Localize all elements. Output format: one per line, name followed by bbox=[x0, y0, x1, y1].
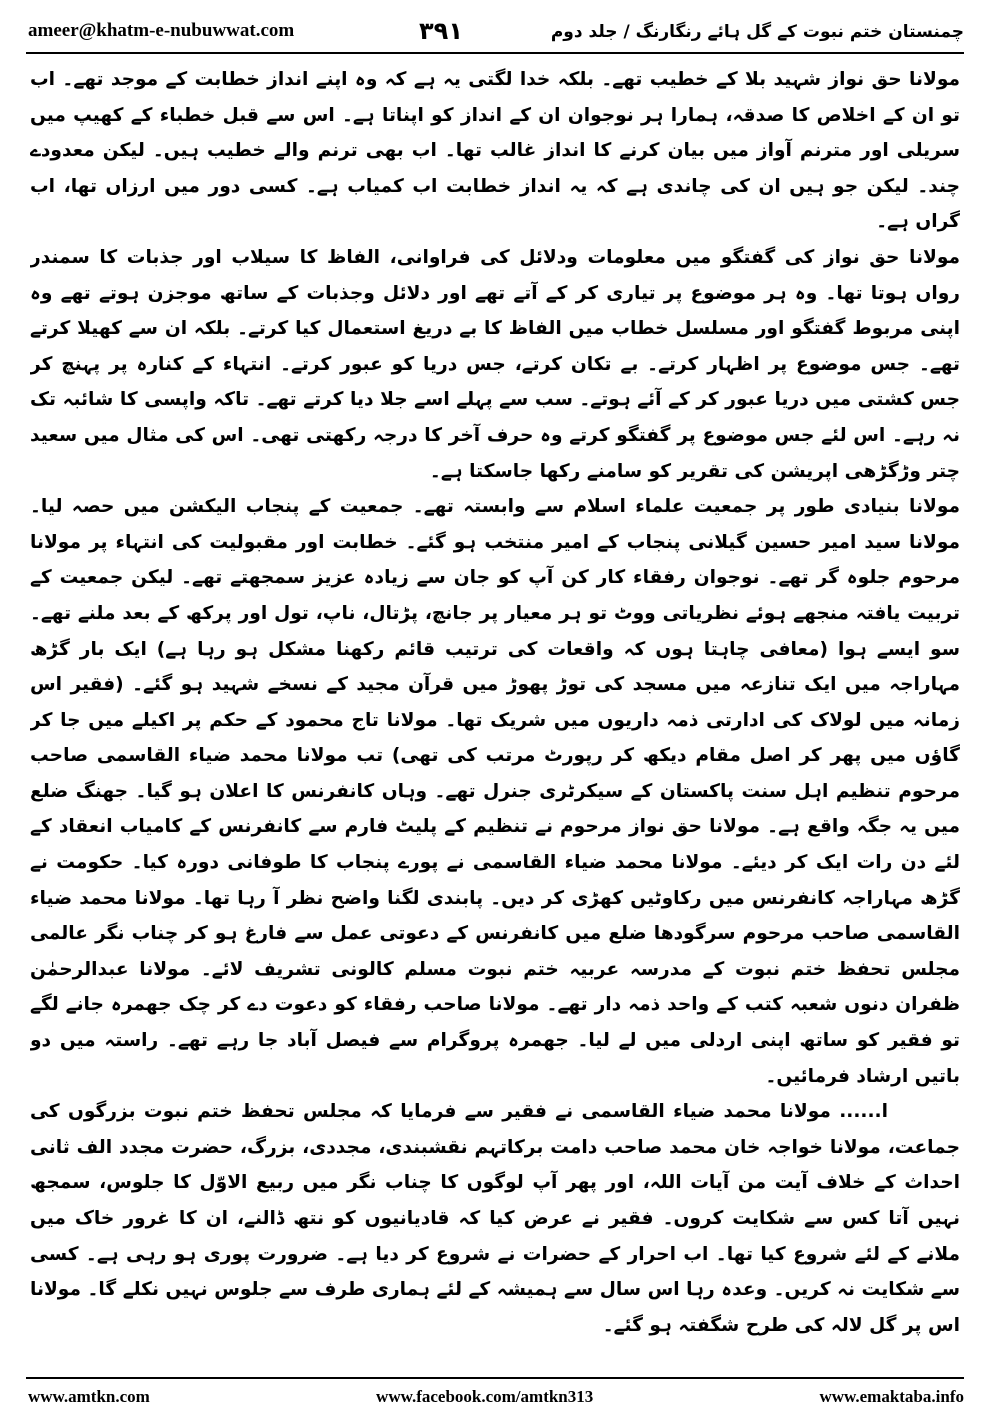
paragraph: مولانا حق نواز کی گفتگو میں معلومات ودلائل کی فراوانی، الفاظ کا سیلاب اور جذبات کا سمندر رواں ہوتا تھا۔ وہ ہر موضوع پر تیاری کر کے آتے تھے اور دلائل وجذبات کے ساتھ موجزن ہوتے تھے وہ اپنی مربوط گفتگو اور مسلسل خطاب میں الفاظ کا بے دریغ استعمال کیا کرتے۔ بلکہ ان سے کھیلا کرتے تھے۔ جس موضوع پر اظہار کرتے۔ بے تکان کرتے، جس دریا کو عبور کرتے۔ انتہاء کے کنارہ پر پہنچ کر جس کشتی میں دریا عبور کر کے آئے ہوتے۔ سب سے پہلے اسے جلا دیا کرتے تھے۔ تاکہ واپسی کا شائبہ تک نہ رہے۔ اس لئے جس موضوع پر گفتگو کرتے وہ حرف آخر کا درجہ رکھتی تھی۔ اس کی مثال میں سعید چتر وڑگڑھی اپریشن کی تقریر کو سامنے رکھا جاسکتا ہے۔ bbox=[30, 246, 960, 482]
page-body bbox=[30, 62, 960, 1370]
paragraph: مولانا بنیادی طور پر جمعیت علماء اسلام سے وابستہ تھے۔ جمعیت کے پنجاب الیکشن میں حصہ لیا۔ مولانا سید امیر حسین گیلانی پنجاب کے امیر منتخب ہو گئے۔ خطابت اور مقبولیت کی انتہاء پر مولانا مرحوم جلوہ گر تھے۔ نوجوان رفقاء کار کن آپ کو جان سے زیادہ عزیز سمجھتے تھے۔ لیکن جمعیت کے تربیت یافتہ منجھے ہوئے نظریاتی ووٹ تو ہر معیار پر جانچ، پڑتال، ناپ، تول اور پرکھ کے بعد ملنے تھے۔ سو ایسے ہوا (معافی چاہتا ہوں کہ واقعات کی ترتیب قائم رکھنا مشکل ہو رہا ہے) ایک بار گڑھ مہاراجہ میں ایک تنازعہ میں مسجد کی توڑ پھوڑ میں قرآن مجید کے نسخے شہید ہو گئے۔ (فقیر اس زمانہ میں لولاک کی ادارتی ذمہ داریوں میں شریک تھا۔ مولانا تاج محمود کے حکم پر اکیلے میں جا کر گاؤں میں پھر کر اصل مقام دیکھ کر رپورٹ مرتب کی تھی) تب مولانا محمد ضیاء القاسمی صاحب مرحوم تنظیم اہل سنت پاکستان کے سیکرٹری جنرل تھے۔ وہاں کانفرنس کا اعلان ہو گیا۔ جھنگ ضلع میں یہ جگہ واقع ہے۔ مولانا حق نواز مرحوم نے تنظیم کے پلیٹ فارم سے کانفرنس کے کامیاب انعقاد کے لئے دن رات ایک کر دیئے۔ مولانا محمد ضیاء القاسمی نے پورے پنجاب کا طوفانی دورہ کیا۔ حکومت نے گڑھ مہاراجہ کانفرنس میں رکاوٹیں کھڑی کر دیں۔ پابندی لگنا واضح نظر آ رہا تھا۔ مولانا محمد ضیاء القاسمی صاحب مرحوم سرگودھا ضلع میں کانفرنس کے دعوتی عمل سے فارغ ہو کر چناب نگر عالمی مجلس تحفظ ختم نبوت کے مدرسہ عربیہ ختم نبوت مسلم کالونی تشریف لائے۔ مولانا عبدالرحمٰن ظفران دنوں شعبہ کتب کے واحد ذمہ دار تھے۔ مولانا صاحب رفقاء کو دعوت دے کر چک جھمرہ جانے لگے تو فقیر کو ساتھ اپنی اردلی میں لے لیا۔ جھمرہ پروگرام سے فیصل آباد جا رہے تھے۔ راستہ میں دو باتیں ارشاد فرمائیں۔ bbox=[30, 496, 960, 1087]
book-title: چمنستان ختم نبوت کے گل ہائے رنگارنگ / جلد دوم bbox=[550, 21, 964, 42]
header-email[interactable]: ameer@khatm-e-nubuwwat.com bbox=[28, 20, 295, 41]
footer-divider bbox=[26, 1377, 964, 1379]
footer-link-emaktaba[interactable]: www.emaktaba.info bbox=[819, 1387, 964, 1406]
footer-link-facebook[interactable]: www.facebook.com/amtkn313 bbox=[376, 1387, 594, 1406]
header-divider bbox=[26, 52, 964, 54]
page-header bbox=[28, 14, 964, 48]
page-footer bbox=[28, 1384, 964, 1410]
page-number: ۳۹۱ bbox=[419, 17, 463, 45]
footer-link-website[interactable]: www.amtkn.com bbox=[28, 1387, 150, 1406]
paragraph: مولانا حق نواز شہید بلا کے خطیب تھے۔ بلکہ خدا لگتی یہ ہے کہ وہ اپنے انداز خطابت کے موجد تھے۔ اب تو ان کے اخلاص کا صدقہ، ہمارا ہر نوجوان ان کے انداز کو اپناتا ہے۔ اس سے قبل خطباء کے کھیپ میں سریلی اور مترنم آواز میں بیان کرنے کا انداز غالب تھا۔ اب بھی ترنم والے خطیب ہیں۔ لیکن معدودے چند۔ لیکن جو ہیں ان کی چاندی ہے کہ یہ انداز خطابت اب کمیاب ہے۔ کسی دور میں ارزاں تھا، اب گراں ہے۔ bbox=[30, 69, 960, 233]
paragraph: ا...... مولانا محمد ضیاء القاسمی نے فقیر سے فرمایا کہ مجلس تحفظ ختم نبوت بزرگوں کی جماعت، مولانا خواجہ خان محمد صاحب دامت برکاتہم نقشبندی، مجددی، بزرگ، حضرت مجدد الف ثانی احداث کے خلاف آیت من آیات اللہ، اور پھر آپ لوگوں کا چناب نگر میں ربیع الاوّل کا جلوس، سمجھ نہیں آتا کس سے شکایت کروں۔ فقیر نے عرض کیا کہ قادیانیوں کو نتھ ڈالنے، ان کا غرور خاک میں ملانے کے لئے شروع کیا تھا۔ اب احرار کے حضرات نے شروع کر دیا ہے۔ ضرورت پوری ہو رہی ہے۔ کسی سے شکایت نہ کریں۔ وعدہ رہا اس سال سے ہمیشہ کے لئے ہماری طرف سے جلوس نہیں نکلے گا۔ مولانا اس پر گل لالہ کی طرح شگفتہ ہو گئے۔ bbox=[30, 1101, 960, 1336]
